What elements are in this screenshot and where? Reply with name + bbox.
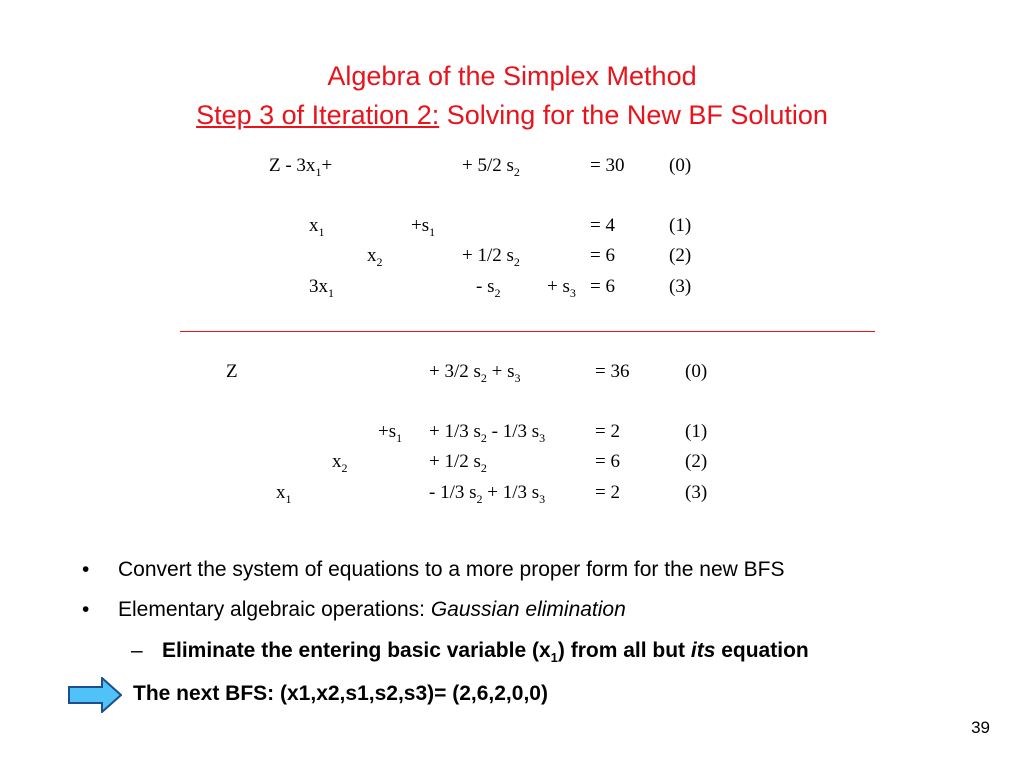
after-r0-term: + 3/2 $s_2 + s_3$ [429,361,521,385]
sub-bullet-dash: – [131,639,143,662]
bullet-1-text: Convert the system of equations to a more proper form for the new BFS [118,558,785,581]
before-r0-label: (0) [669,155,692,176]
after-r2-label: (2) [685,451,708,472]
divider-line [180,331,875,332]
before-r2-rhs: = 6 [590,245,615,266]
after-r1-rhs: = 2 [595,421,620,442]
before-r3-label: (3) [669,276,692,297]
before-r3-term2: + $s_3$ [547,276,576,300]
after-r2-lhs: $x_2$ [332,451,348,475]
next-bfs-text: The next BFS: (x1,x2,s1,s2,s3)= (2,6,2,0,0) [133,682,548,705]
before-r1-term: $+s_1$ [411,215,436,239]
after-r1-lhs: $+s_1$ [378,421,403,445]
sub-bullet-1-text: Eliminate the entering basic variable $(x_1)$ from all but its equation [162,639,809,666]
before-r3-lhs: $3x_1$ [309,276,334,300]
before-r1-rhs: = 4 [590,215,615,236]
right-arrow-icon [68,677,122,713]
slide-title: Algebra of the Simplex Method [327,61,697,91]
before-r0-rhs: = 30 [590,155,625,176]
before-r0-lhs: $Z - 3x_1+$ [269,155,333,179]
subtitle-step-label: Step 3 of Iteration 2: [196,100,440,130]
bullet-marker: • [82,598,90,621]
before-r3-term: - $s_2$ [476,276,501,300]
after-r0-label: (0) [685,361,708,382]
after-r2-term: + 1/2 $s_2$ [429,451,487,475]
before-r3-rhs: = 6 [590,276,615,297]
before-r1-lhs: $x_1$ [309,215,325,239]
after-r0-lhs: Z [226,361,238,382]
before-r1-label: (1) [669,215,692,236]
before-r0-term: + 5/2 $s_2$ [462,155,520,179]
after-r3-label: (3) [685,482,708,503]
page-number: 39 [971,718,990,737]
before-r2-term: + 1/2 $s_2$ [462,245,520,269]
before-r2-lhs: $x_2$ [367,245,383,269]
bullet-2-text: Elementary algebraic operations: Gaussian elimination [118,598,626,621]
subtitle-text: Solving for the New BF Solution [439,100,828,130]
after-r0-rhs: = 36 [595,361,630,382]
after-r1-label: (1) [685,421,708,442]
after-r2-rhs: = 6 [595,451,620,472]
slide-subtitle [0,97,1024,133]
after-r3-term: - 1/3 $s_2 + 1/3$ $s_3$ [429,482,546,506]
after-r1-term: + 1/3 $s_2 - 1/3$ $s_3$ [429,421,546,445]
after-r3-rhs: = 2 [595,482,620,503]
after-r3-lhs: $x_1$ [276,482,292,506]
before-r2-label: (2) [669,245,692,266]
bullet-marker: • [82,558,90,581]
